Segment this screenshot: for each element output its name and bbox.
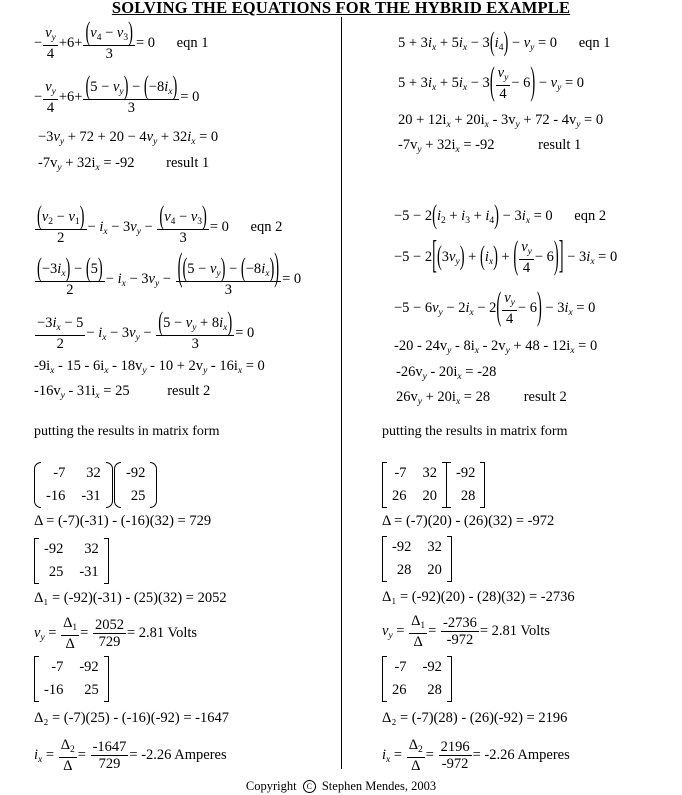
- right-ix-solution: $i_x$ = $\frac{\Delta_2}{\Delta}$ = $\frac{2196}{-972}$ = -2.26 Amperes: [382, 737, 570, 774]
- left-result1-equation: $-7v_y + 32i_x = -92$: [38, 155, 135, 173]
- left-eqn2-line3: $\frac{-3i_x - 5}{2}$ − $i_x - 3v_y$ − $\frac{(5 - v_y + 8i_x)}{3}$ = 0: [37, 307, 255, 352]
- left-coefficient-matrix: [34, 462, 113, 508]
- left-coefficient-cell: 32: [86, 465, 101, 481]
- right-delta1-cell: 32: [427, 539, 442, 555]
- right-delta1-cell: -92: [392, 539, 412, 555]
- right-delta2-cell: -92: [422, 659, 442, 675]
- right-vy-denominator: -972: [446, 632, 474, 648]
- page-title: SOLVING THE EQUATIONS FOR THE HYBRID EXAMPLE: [111, 0, 571, 17]
- right-coefficient-cell: 20: [422, 488, 437, 504]
- right-delta1-cell: 28: [396, 562, 412, 578]
- right-ix-result: = -2.26 Amperes: [472, 746, 570, 763]
- right-eqn1-line2: $5 + 3i_x + 5i_x - 3$( $\frac{v_y}{4}$ − $6) - v_y = 0$: [398, 61, 584, 105]
- left-vy-result: = 2.81 Volts: [126, 624, 198, 641]
- right-result1: [398, 138, 581, 156]
- right-eqn1-line3: $20 + 12i_x + 20i_x - 3v_y + 72 - 4v_y = 0$: [398, 112, 604, 130]
- left-delta1-cell: 32: [84, 541, 99, 557]
- result1-label-right: result 1: [538, 137, 582, 153]
- right-coefficient-cell: 32: [422, 465, 437, 481]
- eqn1-label-right: eqn 1: [578, 35, 611, 51]
- left-result2: [34, 384, 210, 402]
- left-constant-vector: [114, 462, 157, 508]
- left-vy-denominator: 729: [98, 634, 121, 650]
- right-eqn1-line1: $5 + 3i_x + 5i_x - 3(i_4) - v_y = 0$ eqn 1: [398, 27, 611, 59]
- right-ix-denominator: -972: [441, 756, 469, 772]
- right-vy-result: = 2.81 Volts: [479, 622, 550, 639]
- right-constant-vector: [446, 462, 485, 508]
- left-delta2: Δ₂ = (-7)(25) - (-16)(-92) = -1647: [34, 710, 230, 726]
- right-coefficient-cell: -7: [394, 465, 407, 481]
- left-constant-cell: -92: [126, 465, 146, 481]
- left-vy-numerator: 2052: [94, 616, 124, 633]
- left-eqn1-line2: − $\frac{v_y}{4}$ +6+ $\frac{(5 - v_y) - (-8i_x)}{3}$ = 0: [34, 71, 200, 116]
- copyright-symbol-icon: C: [303, 780, 316, 793]
- right-eqn2-line3: $-5 - 6v_y - 2i_x - 2$( $\frac{v_y}{4}$ − $6) - 3i_x = 0$: [394, 286, 596, 330]
- right-vy-numerator: -2736: [442, 614, 477, 631]
- right-constant-cell: 28: [460, 488, 476, 504]
- right-delta2: Δ₂ = (-7)(28) - (26)(-92) = 2196: [382, 710, 568, 726]
- right-delta2-matrix: [382, 656, 452, 702]
- right-matrix-form-caption: putting the results in matrix form: [382, 424, 568, 439]
- left-coefficient-cell: -31: [81, 488, 101, 504]
- right-eqn2-line2: $-5 - 2[(3v_y) + (i_x)$ + ( $\frac{v_y}{4}$ − $6)] - 3i_x = 0$: [394, 235, 618, 279]
- left-delta2-cell: -7: [51, 659, 64, 675]
- column-divider: [341, 17, 342, 769]
- left-delta1-matrix: [34, 538, 109, 584]
- eqn2-label-right: eqn 2: [574, 208, 607, 224]
- right-eqn2-line5: $-26v_y - 20i_x = -28$: [396, 364, 497, 382]
- left-vy-solution: $v_y$ = $\frac{\Delta_1}{\Delta}$ = $\frac{2052}{729}$ = 2.81 Volts: [34, 615, 198, 652]
- left-coefficient-cell: -7: [53, 465, 66, 481]
- eqn2-label: eqn 2: [250, 218, 283, 235]
- right-delta2-cell: 26: [392, 682, 407, 698]
- left-delta1: Δ₁ = (-92)(-31) - (25)(32) = 2052: [34, 590, 227, 606]
- left-result2-equation: $-16v_y - 31i_x = 25$: [34, 383, 130, 401]
- copyright-text: Stephen Mendes, 2003: [321, 779, 437, 793]
- right-ix-numerator: 2196: [440, 738, 470, 755]
- right-coefficient-cell: 26: [392, 488, 407, 504]
- left-coefficient-cell: -16: [46, 488, 66, 504]
- eqn1-label: eqn 1: [176, 34, 209, 51]
- left-eqn2-line1: $\frac{(v_2 - v_1)}{2}$ − $i_x - 3v_y$ − $\frac{(v_4 - v_3)}{3}$ = 0 eqn 2: [37, 201, 283, 246]
- result1-label: result 1: [166, 155, 210, 171]
- left-eqn2-line2: $\frac{(-3i_x) - (5)}{2}$ − $i_x - 3v_y$ − $\frac{((5 - v_y) - (-8i_x))}{3}$ = 0: [37, 247, 302, 298]
- result2-label-right: result 2: [523, 389, 567, 405]
- right-result1-equation: $-7v_y + 32i_x = -92$: [398, 137, 495, 155]
- left-constant-cell: 25: [130, 488, 146, 504]
- left-delta2-matrix: [34, 656, 109, 702]
- left-delta2-cell: -16: [44, 682, 64, 698]
- left-matrix-form-caption: putting the results in matrix form: [34, 424, 220, 439]
- right-delta1-cell: 20: [427, 562, 442, 578]
- left-delta1-cell: -31: [79, 564, 99, 580]
- right-delta: Δ = (-7)(20) - (26)(32) = -972: [382, 513, 555, 529]
- right-delta2-cell: -7: [394, 659, 407, 675]
- left-delta1-cell: -92: [44, 541, 64, 557]
- right-result2: [396, 390, 567, 408]
- right-eqn2-line4: $-20 - 24v_y - 8i_x - 2v_y + 48 - 12i_x = 0$: [394, 338, 598, 356]
- right-delta1-matrix: [382, 536, 452, 582]
- result2-label: result 2: [167, 383, 211, 399]
- copyright-prefix: Copyright: [245, 779, 297, 793]
- left-ix-denominator: 729: [98, 756, 121, 772]
- right-result2-equation: $26v_y + 20i_x = 28$: [396, 389, 491, 407]
- left-delta1-cell: 25: [48, 564, 64, 580]
- left-ix-numerator: -1647: [92, 738, 127, 755]
- copyright-footer: [0, 779, 682, 794]
- left-result1: [38, 156, 209, 174]
- left-delta2-cell: 25: [84, 682, 99, 698]
- right-eqn2-line1: $-5 - 2(i_2 + i_3 + i_4) - 3i_x = 0$ eqn 2: [394, 200, 607, 232]
- left-delta2-cell: -92: [79, 659, 99, 675]
- left-eqn1-line3: $-3v_y + 72 + 20 - 4v_y + 32i_x = 0$: [38, 129, 219, 147]
- right-constant-cell: -92: [456, 465, 476, 481]
- left-delta: Δ = (-7)(-31) - (-16)(32) = 729: [34, 513, 212, 529]
- left-ix-solution: $i_x$ = $\frac{\Delta_2}{\Delta}$ = $\frac{-1647}{729}$ = -2.26 Amperes: [34, 737, 227, 774]
- right-vy-solution: $v_y$ = $\frac{\Delta_1}{\Delta}$ = $\frac{-2736}{-972}$ = 2.81 Volts: [382, 613, 550, 650]
- right-coefficient-matrix: [382, 462, 447, 508]
- left-eqn1-line1: − $\frac{v_y}{4}$ +6+ $\frac{(v_4 - v_3)}{3}$ = 0 eqn 1: [34, 17, 209, 62]
- left-ix-result: = -2.26 Amperes: [129, 746, 227, 763]
- left-eqn2-line4: $-9i_x - 15 - 6i_x - 18v_y - 10 + 2v_y - 16i_x = 0$: [34, 358, 265, 376]
- right-delta1: Δ₁ = (-92)(20) - (28)(32) = -2736: [382, 589, 575, 605]
- right-delta2-cell: 28: [427, 682, 442, 698]
